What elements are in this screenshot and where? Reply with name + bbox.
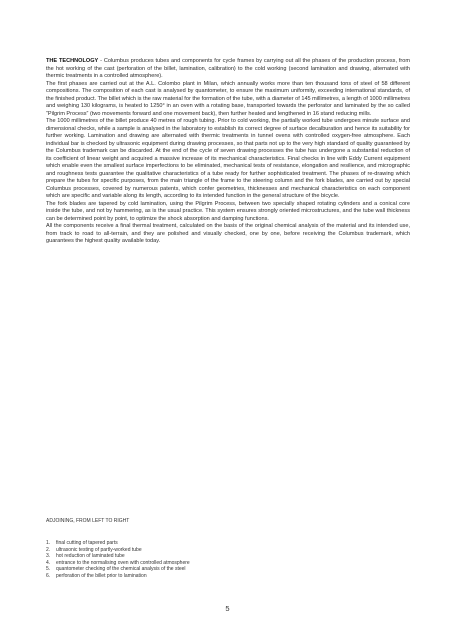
section-heading: THE TECHNOLOGY [46, 58, 99, 64]
list-item-number: 4. [46, 559, 51, 566]
list-item-number: 1. [46, 540, 51, 546]
article-body [46, 58, 410, 246]
list-item-number: 6. [46, 572, 51, 579]
list-item-text: hot reduction of laminated tube [56, 553, 125, 560]
list-item [46, 547, 346, 554]
list-item-text: perforation of the billet prior to lamination [56, 572, 147, 579]
list-item-number: 5. [46, 566, 51, 573]
page-number: 5 [225, 604, 230, 613]
paragraph-4: The fork blades are tapered by cold lamination, using the Pilgrim Process, between two specially shaped rotating cylinders and a conical core inside the tube, and not by hammering, as is the usual practice. This system ensures strongly oriented microstructures, and the tube wall thickness can be determined point by point, to optimize the shock absorption and damping functions. [46, 200, 410, 222]
caption-list [46, 540, 346, 580]
list-item-text: entrance to the normalising oven with controlled atmosphere [56, 559, 190, 566]
list-item-text: quantometer checking of the chemical analysis of the steel [56, 566, 186, 573]
paragraph-1-text: - Columbus produces tubes and components for cycle frames by carrying out all the phases of the production process, from the hot working of the cast (perforation of the billet, lamination, calibration) to the cold working (second lamination and drawing, alternated with thermic treatments in a controlled atmosphere). [46, 58, 410, 79]
paragraph-5: All the components receive a final thermal treatment, calculated on the basis of the original chemical analysis of the material and its intended use, from track to road to all-terrain, and they are polished and visually checked, one by one, before receiving the Columbus trademark, which guarantees the highest quality available today. [46, 223, 410, 244]
caption-title: ADJOINING, FROM LEFT TO RIGHT [46, 518, 130, 524]
list-item-number: 2. [46, 546, 51, 553]
list-item-text: final cutting of tapered parts [56, 540, 118, 546]
paragraph-1 [46, 58, 410, 81]
list-item [46, 540, 346, 547]
paragraph-3: The 1000 millimetres of the billet produce 40 metres of rough tubing. Prior to cold working, the partially worked tube undergoes minute surface and dimensional checks, while a sample is analysed in the laboratory to establish its correct degree of surface decalburation and hence its suitability for further working. Lamination and drawing are alternated with thermic treatments in tunnel ovens with controlled oxygen-free atmosphere. Each individual bar is checked by ultrasonic equipment during drawing processes, so that parts not up to the very high standard of quality guaranteed by the Columbus trademark can be discarded. At the end of the cycle of seven drawing processes the tube has undergone a substantial reduction of its coefficient of linear weight and acquired a massive increase of its mechanical characteristics. Final checks in line with Eddy Current equipment which enable even the smallest surface imperfections to be eliminated, mechanical tests of resistance, elongation and resilience, and micrographic and roughness tests guarantee the qualitative characteristics of a tube ready for further sophisticated treatment. The phases of re-drawing which prepare the tubes for specific purposes, from the main triangle of the frame to the steering column and the fork blades, are carried out by special Columbus processes, covered by numerous patents, which confer geometries, thicknesses and mechanical characteristics on each component which are specific and variable along its length, according to its intended function in the general structure of the bicycle. [46, 118, 410, 199]
list-item [46, 573, 346, 580]
list-item [46, 560, 346, 567]
list-item-text: ultrasonic testing of partly-worked tube [56, 546, 142, 553]
list-item-number: 3. [46, 553, 51, 560]
list-item [46, 553, 346, 560]
list-item [46, 566, 346, 573]
paragraph-2: The first phases are carried out at the A.L. Colombo plant in Milan, which annually works more than ten thousand tons of steel of 58 different compositions. The composition of each cast is analysed by quantometer, to ensure the maximum uniformity, exceeding international standards, of the finished product. The billet which is the raw material for the formation of the tube, with a diameter of 145 millimetres, a length of 1000 millimetres and weighing 130 kilograms, is heated to 1250° in an oven with a rotating base, transported towards the perforator and laminated by the so called “Pilgrim Process” (two movements forward and one movement back), then further heated and lengthened in 16 stand reducing mills. [46, 80, 411, 117]
